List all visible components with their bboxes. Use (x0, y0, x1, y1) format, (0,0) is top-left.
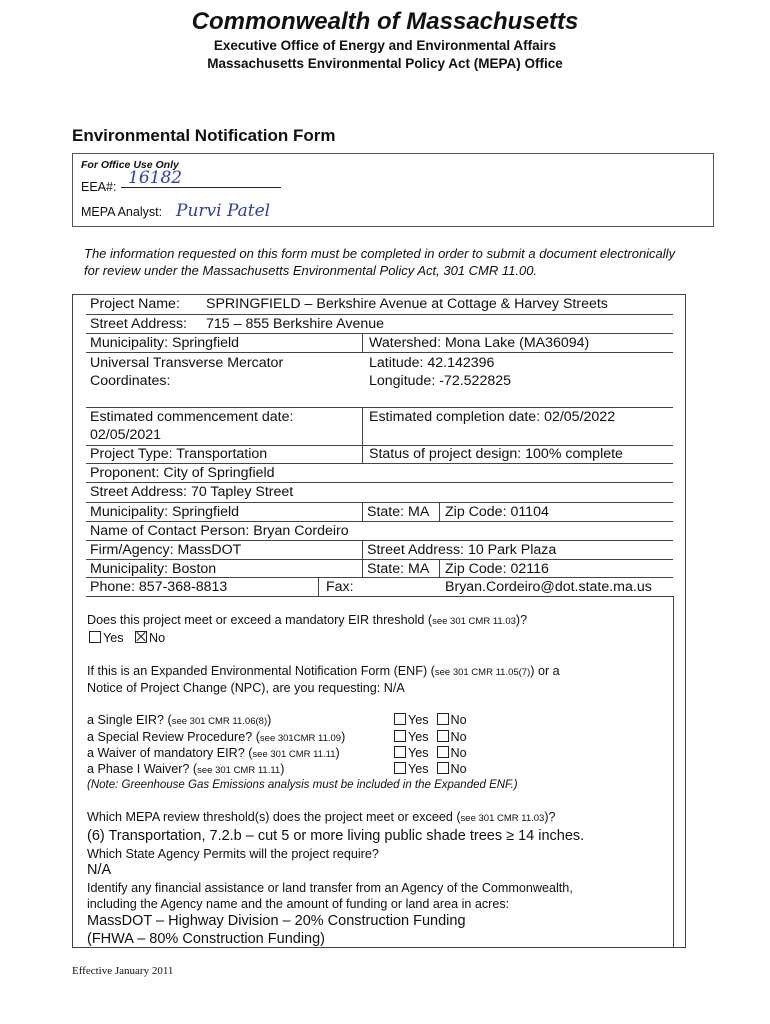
firm-municipality: Municipality: Boston (90, 561, 217, 577)
single-eir-yes-checkbox[interactable] (394, 713, 406, 725)
fax: Fax: (326, 579, 354, 595)
office-name: Executive Office of Energy and Environmental Affairs (213, 38, 557, 53)
waiver-no-checkbox[interactable] (437, 746, 449, 758)
firm-street: Street Address: 10 Park Plaza (367, 542, 557, 558)
street-address: 715 – 855 Berkshire Avenue (206, 316, 385, 332)
program-name: Massachusetts Environmental Policy Act (MEPA) Office (207, 56, 563, 71)
phase1-yes-checkbox[interactable] (394, 762, 406, 774)
permits-answer: N/A (87, 862, 112, 878)
ghg-note: (Note: Greenhouse Gas Emissions analysis must be included in the Expanded ENF.) (87, 779, 518, 791)
proponent-street: Street Address: 70 Tapley Street (90, 484, 294, 500)
special-review-options: Yes No (394, 730, 467, 744)
eir-no-checkbox[interactable] (135, 631, 147, 643)
waiver-question: a Waiver of mandatory EIR? (see 301 CMR 11.11) (87, 746, 340, 760)
special-review-no-checkbox[interactable] (437, 730, 449, 742)
project-name-label: Project Name: (90, 296, 180, 312)
commencement-label: Estimated commencement date: (90, 409, 294, 425)
firm-agency: Firm/Agency: MassDOT (90, 542, 242, 558)
utm-label-line1: Universal Transverse Mercator (90, 355, 284, 371)
proponent-municipality: Municipality: Springfield (90, 504, 240, 520)
eir-yes-checkbox[interactable] (89, 631, 101, 643)
firm-zip: Zip Code: 02116 (445, 561, 549, 577)
assistance-question-line1: Identify any financial assistance or land transfer from an Agency of the Commonwealth, (87, 881, 573, 895)
special-review-question: a Special Review Procedure? (see 301CMR 11.09) (87, 730, 346, 744)
document-title: Commonwealth of Massachusetts (191, 8, 579, 35)
project-type: Project Type: Transportation (90, 446, 268, 462)
single-eir-question: a Single EIR? (see 301 CMR 11.06(8)) (87, 713, 272, 727)
completion-date: Estimated completion date: 02/05/2022 (369, 409, 616, 425)
waiver-yes-checkbox[interactable] (394, 746, 406, 758)
assistance-answer-line1: MassDOT – Highway Division – 20% Construction Funding (87, 913, 466, 929)
project-name: SPRINGFIELD – Berkshire Avenue at Cottage & Harvey Streets (206, 296, 608, 312)
longitude: Longitude: -72.522825 (369, 373, 511, 389)
phone: Phone: 857-368-8813 (90, 579, 228, 595)
proponent: Proponent: City of Springfield (90, 465, 275, 481)
office-use-heading: For Office Use Only (81, 159, 179, 171)
thresholds-question: Which MEPA review threshold(s) does the project meet or exceed (see 301 CMR 11.03)? (87, 810, 556, 824)
single-eir-options: Yes No (394, 713, 467, 727)
eea-number: 16182 (128, 168, 183, 188)
email: Bryan.Cordeiro@dot.state.ma.us (445, 579, 652, 595)
firm-state: State: MA (367, 561, 430, 577)
special-review-yes-checkbox[interactable] (394, 730, 406, 742)
analyst-name: Purvi Patel (176, 201, 271, 221)
eea-label: EEA#: (81, 180, 117, 194)
proponent-zip: Zip Code: 01104 (445, 504, 549, 520)
street-label: Street Address: (90, 316, 187, 332)
phase1-waiver-options: Yes No (394, 762, 467, 776)
thresholds-answer: (6) Transportation, 7.2.b – cut 5 or more living public shade trees ≥ 14 inches. (87, 828, 585, 844)
enf-question-line1: If this is an Expanded Environmental Notification Form (ENF) (see 301 CMR 11.05(7)) or a (87, 664, 560, 678)
utm-label-line2: Coordinates: (90, 373, 171, 389)
assistance-answer-line2: (FHWA – 80% Construction Funding) (87, 931, 326, 947)
design-status: Status of project design: 100% complete (369, 446, 623, 462)
watershed: Watershed: Mona Lake (MA36094) (369, 335, 590, 351)
intro-text: The information requested on this form must be completed in order to submit a document electronically for review under the Massachusetts Environmental Policy Act, 301 CMR 11.00. (84, 246, 676, 278)
commencement-date: 02/05/2021 (90, 427, 162, 443)
waiver-options: Yes No (394, 746, 467, 760)
assistance-question-line2: including the Agency name and the amount of funding or land area in acres: (87, 897, 510, 911)
latitude: Latitude: 42.142396 (369, 355, 495, 371)
eir-threshold-question: Does this project meet or exceed a mandatory EIR threshold (see 301 CMR 11.03)? (87, 613, 528, 627)
form-title: Environmental Notification Form (72, 126, 336, 145)
footer-effective-date: Effective January 2011 (72, 965, 174, 977)
enf-question-line2: Notice of Project Change (NPC), are you requesting: N/A (87, 681, 405, 695)
phase1-no-checkbox[interactable] (437, 762, 449, 774)
phase1-waiver-question: a Phase I Waiver? (see 301 CMR 11.11) (87, 762, 285, 776)
permits-question: Which State Agency Permits will the project require? (87, 847, 379, 861)
proponent-state: State: MA (367, 504, 430, 520)
contact-person: Name of Contact Person: Bryan Cordeiro (90, 523, 349, 539)
municipality: Municipality: Springfield (90, 335, 240, 351)
analyst-label: MEPA Analyst: (81, 205, 163, 219)
eir-threshold-options: Yes No (89, 631, 165, 645)
single-eir-no-checkbox[interactable] (437, 713, 449, 725)
